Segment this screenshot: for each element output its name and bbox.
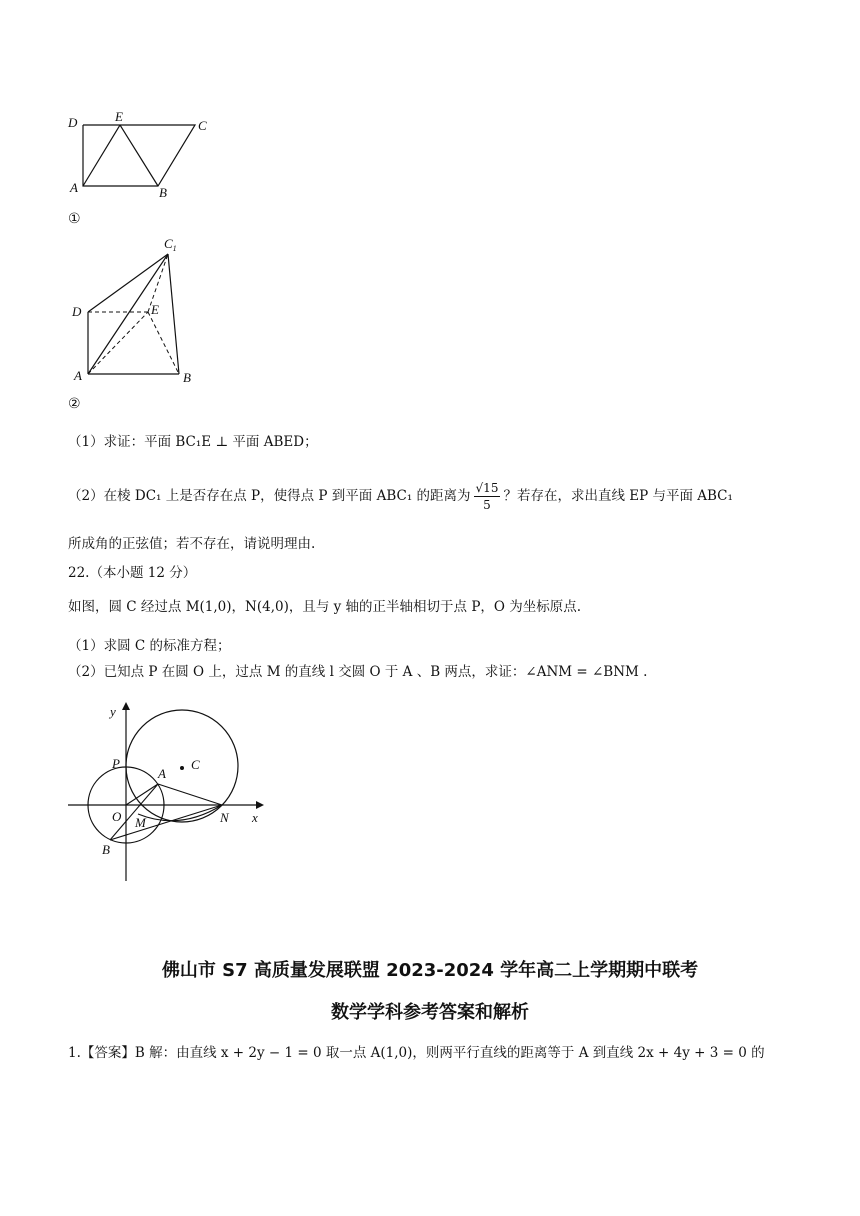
fig1-label-a: A [70,180,78,195]
fig3-label-x: x [252,810,258,825]
answers-subtitle: 数学学科参考答案和解析 [331,1002,529,1023]
fig1-label-b: B [159,185,167,200]
fig2-label-e: E [151,302,159,317]
fig2-label-b: B [183,370,191,385]
q21-part2-before: （2）在棱 DC₁ 上是否存在点 P，使得点 P 到平面 ABC₁ 的距离为 [68,488,471,504]
fig3-label-a: A [158,766,166,781]
fig2-label-a: A [74,368,82,383]
answers-title: 佛山市 S7 高质量发展联盟 2023-2024 学年高二上学期期中联考 [161,960,699,981]
q21-part2-after: ？若存在，求出直线 EP 与平面 ABC₁ [503,488,733,504]
fig2-label-d: D [72,304,82,319]
fig2-label-c1: $C_1$ [164,236,177,253]
figure-2-caption: ② [68,396,81,412]
figure-3-diagram [60,696,280,886]
q21-part2-continuation: 所成角的正弦值；若不存在，请说明理由. [68,536,316,552]
fig3-label-y: y [110,704,116,719]
q22-part2: （2）已知点 P 在圆 O 上，过点 M 的直线 l 交圆 O 于 A 、B 两点，求证：∠ANM = ∠BNM . [68,664,648,680]
q22-stem: 如图，圆 C 经过点 M(1,0)，N(4,0)，且与 y 轴的正半轴相切于点 P，O 为坐标原点. [68,599,582,615]
figure-2-diagram [60,232,220,392]
fig3-label-c: C [191,757,200,772]
q21-part2 [68,478,733,514]
figure-1-diagram [60,108,230,200]
figure-1-caption: ① [68,211,81,227]
q22-header: 22.（本小题 12 分） [68,565,197,581]
q21-part1: （1）求证：平面 BC₁E ⊥ 平面 ABED； [68,434,318,450]
q22-part1: （1）求圆 C 的标准方程； [68,638,231,654]
fig3-label-p: P [112,756,120,771]
distance-fraction: $\frac{√15}{5}$ [475,481,499,512]
fig1-label-c: C [198,118,207,133]
fig3-label-m: M [135,815,146,830]
fig1-label-d: D [68,115,78,130]
answer-1: 1.【答案】B 解：由直线 x + 2y − 1 = 0 取一点 A(1,0)，则两平行直线的距离等于 A 到直线 2x + 4y + 3 = 0 的 [68,1045,765,1061]
fig1-label-e: E [115,109,123,124]
fig3-label-n: N [220,810,229,825]
fig3-label-b: B [102,842,110,857]
fig3-label-o: O [112,809,122,824]
